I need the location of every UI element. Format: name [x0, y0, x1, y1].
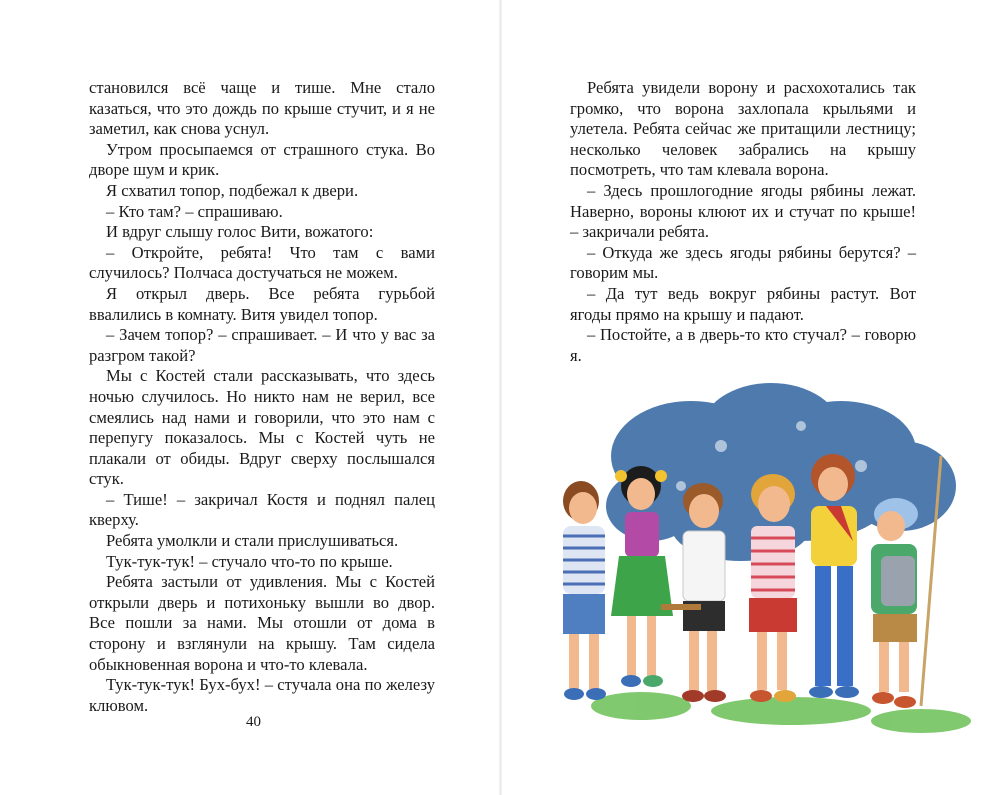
paragraph: Утром просыпаемся от страшного стука. Во дворе шум и крик.	[89, 139, 435, 180]
paragraph: – Откройте, ребята! Что там с вами случилось? Полчаса достучаться не можем.	[89, 242, 435, 283]
left-page	[0, 0, 500, 795]
right-text-column	[570, 78, 916, 366]
paragraph: Я открыл дверь. Все ребята гурьбой ввалились в комнату. Витя увидел топор.	[89, 283, 435, 324]
paragraph: – Кто там? – спрашиваю.	[106, 201, 283, 221]
backpack	[881, 556, 915, 606]
paragraph: – Да тут ведь вокруг рябины растут. Вот ягоды прямо на крышу и падают.	[570, 283, 916, 324]
right-page	[501, 0, 1001, 795]
paragraph: – Зачем топор? – спрашивает. – И что у вас за разгром такой?	[89, 325, 435, 365]
page-number: 40	[246, 714, 261, 730]
paragraph: – Постойте, а в дверь-то кто стучал? – говорю я.	[570, 325, 916, 365]
paragraph: – Здесь прошлогодние ягоды рябины лежат. Наверно, вороны клюют их и стучат по крыше! – закричали ребята.	[570, 180, 916, 242]
paragraph: – Откуда же здесь ягоды рябины берутся? – говорим мы.	[570, 242, 916, 283]
paragraph: Ребята застыли от удивления. Мы с Костей открыли дверь и потихоньку вышли во двор. Все пошли за нами. Мы отошли от дома в сторону и взглянули на крышу. Там сидела обыкновенная ворона и что-то клевала.	[89, 572, 435, 674]
paragraph: И вдруг слышу голос Вити, вожатого:	[106, 222, 374, 242]
children-illustration	[541, 376, 1001, 756]
paragraph: Тук-тук-тук! Бух-бух! – стучала она по железу клювом.	[89, 675, 435, 715]
paragraph: Тук-тук-тук! – стучало что-то по крыше.	[106, 551, 393, 571]
axe-handle	[661, 604, 701, 610]
paragraph: Мы с Костей стали рассказывать, что здесь ночью случилось. Но никто нам не верил, все смеялись над нами и говорили, что это нам с перепугу показалось. Мы с Костей чуть не плакали от обиды. Вдруг сверху послышался стук.	[89, 366, 435, 489]
left-text-column	[89, 78, 435, 716]
paragraph: становился всё чаще и тише. Мне стало казаться, что это дождь по крыше стучит, и я не заметил, как снова уснул.	[89, 78, 435, 139]
paragraph: – Тише! – закричал Костя и поднял палец кверху.	[89, 489, 435, 530]
paragraph: Ребята умолкли и стали прислушиваться.	[106, 531, 399, 551]
paragraph: Ребята увидели ворону и расхохотались так громко, что ворона захлопала крыльями и улетела. Ребята сейчас же притащили лестницу; несколько человек забрались на крышу посмотреть, что там клевала ворона.	[570, 78, 916, 180]
child-striped-shirt	[563, 481, 606, 700]
paragraph: Я схватил топор, подбежал к двери.	[106, 180, 359, 200]
